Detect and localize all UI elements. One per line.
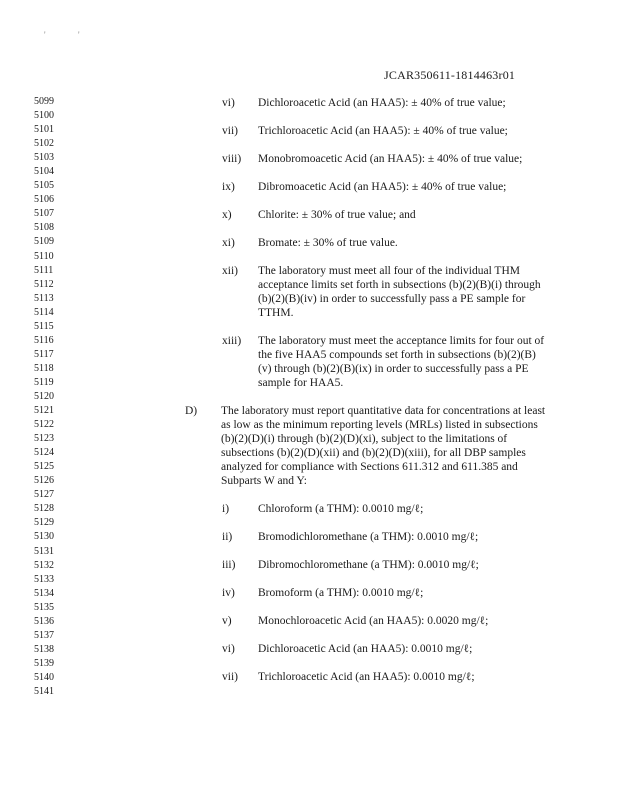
line-number: 5123: [34, 433, 54, 445]
item-label: x): [222, 209, 232, 221]
line-number: 5138: [34, 643, 54, 655]
item-text: Bromodichloromethane (a THM): 0.0010 mg/ℓ;: [258, 531, 479, 543]
line-number: 5139: [34, 657, 54, 669]
line-number: 5106: [34, 194, 54, 206]
line-number: 5135: [34, 601, 54, 613]
item-label: xiii): [222, 335, 242, 347]
line-number: 5107: [34, 208, 54, 220]
line-number: 5133: [34, 573, 54, 585]
line-number: 5114: [34, 306, 54, 318]
item-text: Dibromochloromethane (a THM): 0.0010 mg/ℓ;: [258, 559, 479, 571]
line-number: 5101: [34, 124, 54, 136]
item-text: Bromate: ± 30% of true value.: [258, 237, 398, 249]
line-number: 5126: [34, 475, 54, 487]
line-number: 5112: [34, 278, 54, 290]
line-number: 5122: [34, 419, 54, 431]
item-label: iv): [222, 587, 235, 599]
line-number: 5100: [34, 110, 54, 122]
item-label: ix): [222, 181, 235, 193]
document-id: JCAR350611-1814463r01: [384, 68, 516, 82]
item-text: The laboratory must meet all four of the individual THM acceptance limits set forth in subsections (b)(2)(B)(i) through (b)(2)(B)(iv) in order to successfully pass a PE sample for TTHM.: [258, 265, 541, 319]
line-number: 5110: [34, 250, 54, 262]
item-text: Dichloroacetic Acid (an HAA5): 0.0010 mg/ℓ;: [258, 643, 473, 655]
item-label: v): [222, 615, 232, 627]
item-text: Chloroform (a THM): 0.0010 mg/ℓ;: [258, 503, 424, 515]
item-label: ii): [222, 531, 233, 543]
item-text: Trichloroacetic Acid (an HAA5): ± 40% of true value;: [258, 125, 508, 137]
line-number: 5102: [34, 138, 54, 150]
item-label: vi): [222, 643, 235, 655]
item-label: iii): [222, 559, 236, 571]
line-number: 5108: [34, 222, 54, 234]
line-number: 5124: [34, 447, 54, 459]
item-text: Dibromoacetic Acid (an HAA5): ± 40% of true value;: [258, 181, 507, 193]
line-number: 5121: [34, 405, 54, 417]
line-number: 5127: [34, 489, 54, 501]
line-number: 5136: [34, 615, 54, 627]
line-number: 5140: [34, 671, 54, 683]
item-text: Monochloroacetic Acid (an HAA5): 0.0020 mg/ℓ;: [258, 615, 489, 627]
line-number: 5109: [34, 236, 54, 248]
line-number: 5125: [34, 461, 54, 473]
line-number: 5111: [34, 264, 54, 276]
line-number: 5115: [34, 320, 54, 332]
item-label: xii): [222, 265, 238, 277]
line-number: 5137: [34, 629, 54, 641]
item-text: Chlorite: ± 30% of true value; and: [258, 209, 416, 221]
item-label: xi): [222, 237, 235, 249]
line-number: 5099: [34, 96, 54, 107]
line-number: 5129: [34, 517, 54, 529]
item-text: The laboratory must meet the acceptance limits for four out of the five HAA5 compounds set forth in subsections (b)(2)(B)(v) through (b)(2)(B)(ix) in order to successfully pass a PE sample for HAA5.: [258, 335, 545, 389]
corner-mark: ': [44, 30, 46, 40]
item-label: vii): [222, 125, 238, 137]
item-label: viii): [222, 153, 242, 165]
item-text: Bromoform (a THM): 0.0010 mg/ℓ;: [258, 587, 424, 599]
line-number: 5105: [34, 180, 54, 192]
item-text: Dichloroacetic Acid (an HAA5): ± 40% of true value;: [258, 97, 506, 109]
line-number-column: [34, 95, 54, 699]
item-label: vii): [222, 671, 238, 683]
corner-mark: ': [78, 30, 80, 40]
item-label: D): [185, 405, 198, 417]
line-number: 5134: [34, 587, 54, 599]
line-number: 5132: [34, 559, 54, 571]
item-text: The laboratory must report quantitative data for concentrations at least as low as the minimum reporting levels (MRLs) listed in subsections (b)(2)(D)(i) through (b)(2)(D)(xi), subject to the limitations of subsections (b)(2)(D)(xii) and (b)(2)(D)(xiii), for all DBP samples analyzed for compliance with Sections 611.312 and 611.385 and Subparts W and Y:: [221, 405, 546, 487]
line-number: 5128: [34, 503, 54, 515]
item-text: Monobromoacetic Acid (an HAA5): ± 40% of true value;: [258, 153, 523, 165]
line-number: 5104: [34, 166, 54, 178]
line-number: 5120: [34, 390, 54, 402]
line-number: 5130: [34, 531, 54, 543]
line-number: 5117: [34, 348, 54, 360]
line-number: 5113: [34, 292, 54, 304]
line-number: 5131: [34, 545, 54, 557]
item-label: vi): [222, 97, 235, 109]
item-text: Trichloroacetic Acid (an HAA5): 0.0010 mg/ℓ;: [258, 671, 475, 683]
line-number: 5141: [34, 685, 54, 697]
line-number: 5119: [34, 376, 54, 388]
item-label: i): [222, 503, 230, 515]
line-number: 5116: [34, 334, 54, 346]
line-number: 5118: [34, 362, 54, 374]
line-number: 5103: [34, 152, 54, 164]
